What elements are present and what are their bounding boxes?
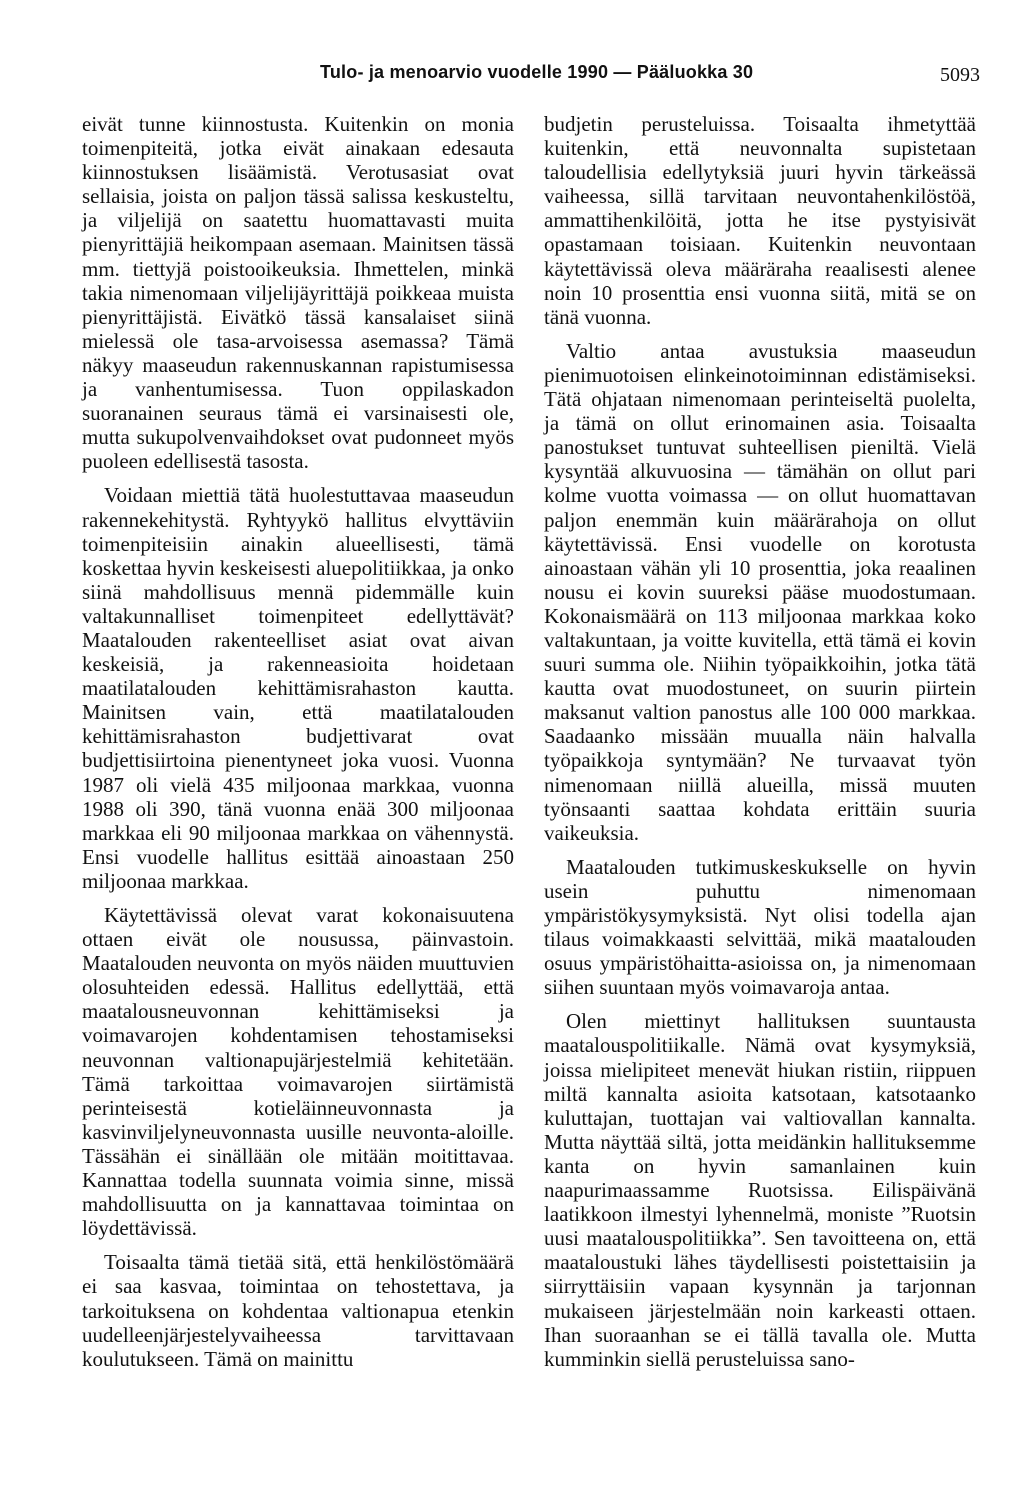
paragraph: Valtio antaa avustuksia maaseudun pienimuotoisen elinkeinotoiminnan edistämiseksi. Tätä ohjataan nimenomaan perinteiseltä puolelta, ja tämä on ollut erinomainen asia. Toisaalta panostukset tuntuvat suhteellisen pieniltä. Vielä kysyntää alkuvuosina — tämähän on ollut pari kolme vuotta voimassa — on ollut huomattavan paljon enemmän kuin määrärahoja on ollut käytettävissä. Ensi vuodelle on korotusta ainoastaan vähän yli 10 prosenttia, joka reaalinen nousu ei kovin suureksi pääse muodostumaan. Kokonaismäärä on 113 miljoonaa markkaa koko valtakuntaan, ja voitte kuvitella, että tämä ei kovin suuri summa ole. Niihin työpaikkoihin, jotka tätä kautta ovat muodostuneet, on suurin piirtein maksanut valtion panostus alle 100 000 markkaa. Saadaanko missään muualla näin halvalla työpaikkoja syntymään? Ne turvaavat työn nimenomaan niillä alueilla, missä muuten työnsaanti saattaa kohdata erittäin suuria vaikeuksia. <box>544 338 976 845</box>
paragraph: eivät tunne kiinnostusta. Kuitenkin on monia toimenpiteitä, jotka eivät ainakaan edesauta kiinnostuksen lisäämistä. Verotusasiat ovat sellaisia, joista on paljon tässä salissa keskusteltu, ja viljelijä on saatettu huomattavasti muita pienyrittäjiä heikompaan asemaan. Mainitsen tässä mm. tiettyjä poistooikeuksia. Ihmettelen, minkä takia nimenomaan viljelijäyrittäjä poikkeaa muista pienyrittäjistä. Eivätkö tässä kansalaiset siinä mielessä ole tasa-arvoisessa asemassa? Tämä näkyy maaseudun rakennuskannan rapistumisessa ja vanhentumisessa. Tuon oppilaskadon suoranainen seuraus tämä ei varsinaisesti ole, mutta sukupolvenvaihdokset ovat pudonneet myös puoleen edellisestä tasosta. <box>82 112 514 474</box>
paragraph: Käytettävissä olevat varat kokonaisuutena ottaen eivät ole nousussa, päinvastoin. Maatalouden neuvonta on myös näiden muuttuvien olosuhteiden edessä. Hallitus edellyttää, että maatalousneuvonnan kehittämiseksi ja voimavarojen kohdentamisen tehostamiseksi neuvonnan valtionapujärjestelmiä kehitetään. Tämä tarkoittaa voimavarojen siirtämistä perinteisestä kotieläinneuvonnasta ja kasvinviljelyneuvonnasta uusille neuvonta-aloille. Tässähän ei sinällään ole mitään moitittavaa. Kannattaa todella suunnata voimia sinne, missä mahdollisuutta on ja kannattavaa toimintaa on löydettävissä. <box>82 903 514 1241</box>
paragraph: Toisaalta tämä tietää sitä, että henkilöstömäärä ei saa kasvaa, toimintaa on tehostettava, ja tarkoituksena on kohdentaa valtionapua etenkin uudelleenjärjestelyvaiheessa tarvittavaan koulutukseen. Tämä on mainittu <box>82 1250 514 1371</box>
running-header <box>0 56 1024 96</box>
header-title: Tulo- ja menoarvio vuodelle 1990 — Pääluokka 30 <box>320 62 754 82</box>
right-text-column <box>544 112 976 1371</box>
left-text-column <box>82 112 514 1371</box>
paragraph: Voidaan miettiä tätä huolestuttavaa maaseudun rakennekehitystä. Ryhtyykö hallitus elvyttäviin toimenpiteisiin ainakin alueellisesti, tämä koskettaa hyvin keskeisesti aluepolitiikkaa, ja onko siinä mahdollisuus mennä pidemmälle kuin valtakunnalliset toimenpiteet edellyttävät? Maatalouden rakenteelliset asiat ovat aivan keskeisiä, ja rakenneasioita hoidetaan maatilatalouden kehittämisrahaston kautta. Mainitsen vain, että maatilatalouden kehittämisrahaston budjettivarat ovat budjettisiirtoina pienentyneet joka vuosi. Vuonna 1987 oli vielä 435 miljoonaa markkaa, vuonna 1988 oli 390, tänä vuonna enää 300 miljoonaa markkaa eli 90 miljoonaa markkaa on vähennystä. Ensi vuodelle hallitus esittää ainoastaan 250 miljoonaa markkaa. <box>82 483 514 893</box>
paragraph: budjetin perusteluissa. Toisaalta ihmetyttää kuitenkin, että neuvonnalta supistetaan taloudellisia edellytyksiä juuri hyvin tärkeässä vaiheessa, sillä tarvitaan neuvontahenkilöstöä, ammattihenkilöitä, jotta he itse pystyisivät opastamaan toisiaan. Kuitenkin neuvontaan käytettävissä oleva määräraha reaalisesti alenee noin 10 prosenttia ensi vuonna siitä, mitä se on tänä vuonna. <box>544 112 976 329</box>
page-number: 5093 <box>940 64 980 86</box>
paragraph: Olen miettinyt hallituksen suuntausta maatalouspolitiikalle. Nämä ovat kysymyksiä, joissa mielipiteet menevät hiukan ristiin, riippuen miltä kannalta asioita katsotaan, katsotaanko kuluttajan, tuottajan vai valtiovallan kannalta. Mutta näyttää siltä, jotta meidänkin hallituksemme kanta on hyvin samanlainen kuin naapurimaassamme Ruotsissa. Eilispäivänä laatikkoon ilmestyi lyhennelmä, moniste ”Ruotsin uusi maatalouspolitiikka”. Sen tavoitteena on, että maataloustuki lähes täydellisesti poistettaisiin ja siirryttäisiin vapaan kysynnän ja tarjonnan mukaiseen järjestelmään noin karkeasti ottaen. Ihan suoraanhan se ei tällä tavalla ole. Mutta kumminkin siellä perusteluissa sano- <box>544 1009 976 1371</box>
paragraph: Maatalouden tutkimuskeskukselle on hyvin usein puhuttu nimenomaan ympäristökysymyksistä. Nyt olisi todella ajan tilaus voimakkaasti selvittää, mikä maatalouden osuus ympäristöhaitta-asioissa on, ja nimenomaan siihen suuntaan myös voimavaroja antaa. <box>544 854 976 1000</box>
